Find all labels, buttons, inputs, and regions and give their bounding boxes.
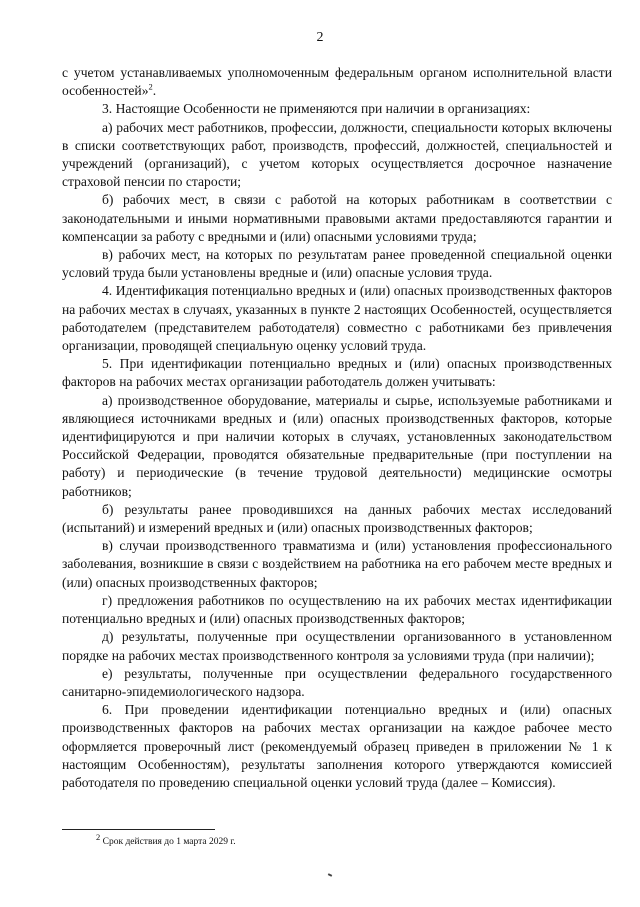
footnote	[96, 831, 236, 848]
paragraph-3-v: в) рабочих мест, на которых по результатам ранее проведенной специальной оценки условий труда были установлены вредные и (или) опасные условия труда.	[62, 247, 612, 281]
paragraph-4: 4. Идентификация потенциально вредных и (или) опасных производственных факторов на рабочих местах в случаях, указанных в пункте 2 настоящих Особенностей, осуществляется работодателем (представителем работодателя) совместно с работниками без привлечения организации, проводящей специальную оценку условий труда.	[62, 283, 612, 354]
paragraph-5-b: б) результаты ранее проводившихся на данных рабочих местах исследований (испытаний) и измерений вредных и (или) опасных производственных факторов;	[62, 501, 612, 536]
paragraph-text: с учетом устанавливаемых уполномоченным федеральным органом исполнительной власти особенностей»	[62, 65, 612, 99]
footnote-text: Срок действия до 1 марта 2029 г.	[102, 837, 236, 847]
footnote-reference: 2	[148, 81, 153, 92]
paragraph-5-e: е) результаты, полученные при осуществлении федерального государственного санитарно-эпидемиологического надзора.	[62, 665, 612, 699]
footnote-marker: 2	[96, 831, 101, 842]
paragraph-6: 6. При проведении идентификации потенциально вредных и (или) опасных производственных факторов на рабочих местах организации на каждое рабочее место оформляется проверочный лист (рекомендуемый образец приведен в приложении № 1 к настоящим Особенностям), результаты заполнения которого утверждаются комиссией работодателя по проведению специальной оценки условий труда (далее – Комиссия).	[62, 702, 612, 790]
paragraph-end-punctuation: .	[152, 83, 157, 99]
paragraph-3: 3. Настоящие Особенности не применяются при наличии в организациях:	[102, 101, 531, 117]
paragraph-5-g: г) предложения работников по осуществлению на их рабочих местах идентификации потенциально вредных и (или) опасных производственных факторов;	[62, 592, 612, 627]
footnote-separator	[62, 829, 215, 830]
body-text	[62, 64, 612, 792]
paragraph-3-b: б) рабочих мест, в связи с работой на которых работникам в соответствии с законодательными и иными нормативными правовыми актами предоставляются гарантии и компенсации за работу с вредными и (или) опасными условиями труда;	[62, 192, 612, 244]
paragraph-3-a: а) рабочих мест работников, профессии, должности, специальности которых включены в списки соответствующих работ, производств, профессий, должностей, специальностей и учреждений (организаций), с учетом которых осуществляется досрочное назначение страховой пенсии по старости;	[62, 119, 612, 190]
paragraph-5: 5. При идентификации потенциально вредных и (или) опасных производственных факторов на рабочих местах организации работодатель должен учитывать:	[62, 356, 612, 390]
paragraph-5-d: д) результаты, полученные при осуществлении организованного в установленном порядке на рабочих местах производственного контроля за условиями труда (при наличии);	[62, 629, 612, 663]
scan-speck	[328, 873, 332, 877]
paragraph-continuation	[62, 64, 612, 100]
paragraph-5-a: а) производственное оборудование, материалы и сырье, используемые работниками и являющиеся источниками вредных и (или) опасных производственных факторов, которые идентифицируются и при наличии которых в случаях, установленных законодательством Российской Федерации, проводятся обязательные предварительные (при поступлении на работу) и периодические (в течение трудовой деятельности) медицинские осмотры работников;	[62, 392, 612, 499]
page-number: 2	[316, 30, 324, 45]
paragraph-5-v: в) случаи производственного травматизма и (или) установления профессионального заболевания, возникшие в связи с воздействием на работника на его рабочем месте вредных и (или) опасных производственных факторов;	[62, 538, 612, 590]
